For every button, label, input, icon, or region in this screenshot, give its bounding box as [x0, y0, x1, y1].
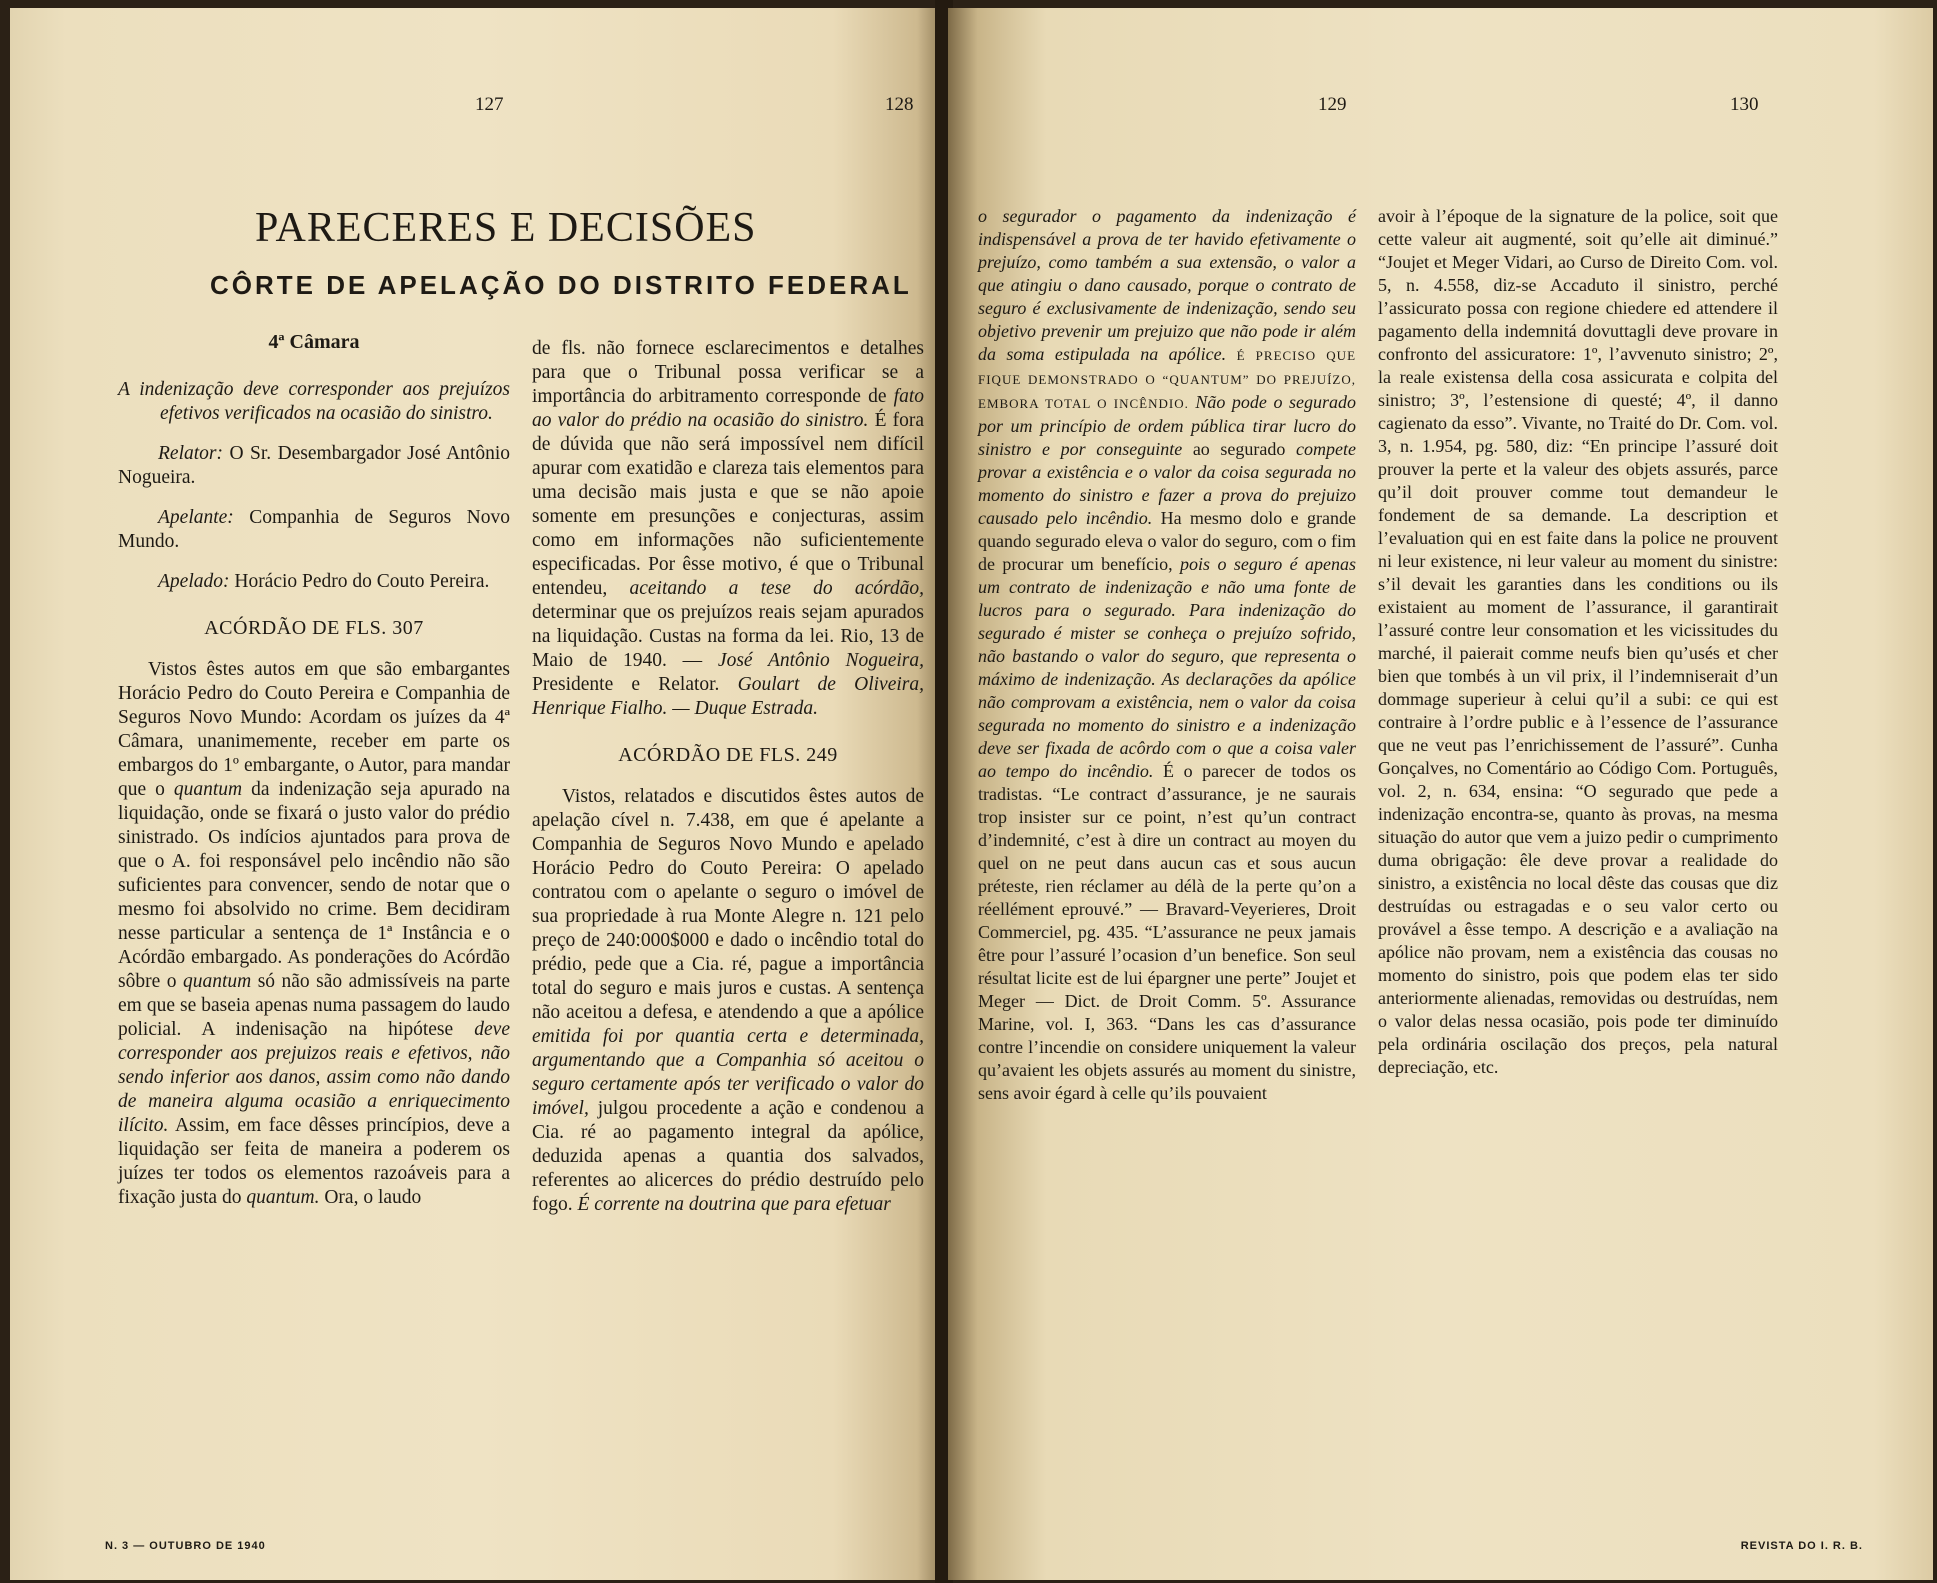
text-run: Assim, em face dêsses princípios, deve a liquidação ser feita de maneira a poderem os juízes ter todos os elementos razoáveis para a fixação justa do	[118, 1115, 510, 1208]
relator-line	[118, 442, 510, 490]
text-run: de fls. não fornece esclarecimentos e detalhes para que o Tribunal possa verificar se a importância do arbitramento corresponde de	[532, 338, 924, 407]
case-summary: A indenização deve corresponder aos prejuízos efetivos verificados na ocasião do sinistro.	[118, 379, 510, 424]
text-run: Vistos êstes autos em que são embargantes Horácio Pedro do Couto Pereira e Companhia de Seguros Novo Mundo: Acordam os juízes da 4ª Câmara, unanimemente, receber em parte os embargos do 1º embargante, o Autor, para mandar que o	[118, 659, 510, 800]
column-1	[118, 330, 510, 1210]
page-number-127: 127	[475, 94, 504, 115]
text-run: Não pode o segurado por um princípio de ordem pública tirar lucro do sinistro e por conseguinte	[978, 392, 1357, 459]
text-run: José Antônio Nogueira,	[717, 650, 924, 671]
left-page	[10, 8, 945, 1580]
acordao-249-text	[532, 785, 924, 1217]
text-run: aceitando a tese do acórdão,	[629, 578, 925, 599]
apelante-label: Apelante:	[158, 507, 234, 528]
text-run: quantum	[182, 971, 252, 992]
text-run: quantum.	[246, 1187, 320, 1208]
right-page	[948, 8, 1933, 1580]
acordao-249-heading: ACÓRDÃO DE FLS. 249	[618, 744, 838, 766]
text-run: emitida foi por quantia certa e determinada, argumentando que a Companhia só aceitou o seguro certamente após ter verificado o valor do imóvel,	[532, 1026, 924, 1119]
apelado-label: Apelado:	[158, 571, 230, 592]
relator-label: Relator:	[158, 443, 223, 464]
text-run: da indenização seja apurado na liquidação, onde se fixará o justo valor do prédio sinistrado. Os indícios ajuntados para prova de que o A. foi responsável pelo incêndio não são suficientes para convencer, sendo de notar que o mesmo foi absolvido no crime. Bem decidiram nesse particular a sentença de 1ª Instância e o Acórdão embargado. As ponderações do Acórdão sôbre o	[118, 779, 511, 992]
acordao-307-text	[118, 658, 510, 1210]
page-number-129: 129	[1318, 94, 1347, 115]
text-run: Ora, o laudo	[324, 1187, 422, 1208]
text-run: o segurador o pagamento da indenização é indispensável a prova de ter havido efetivamente o prejuízo, como também a sua extensão, o valor a que atingiu o dano causado, porque o contrato de seguro é exclusivamente de indenização, sendo seu objetivo prevenir um prejuizo que não pode ir além da soma estipulada na apólice.	[978, 206, 1356, 364]
text-run: deve corresponder aos prejuizos reais e efetivos, não sendo inferior aos danos, assim como não dando de maneira alguma ocasião a enriquecimento ilícito.	[118, 1019, 510, 1136]
footer-issue: N. 3 — OUTUBRO DE 1940	[105, 1540, 266, 1552]
chamber-heading: 4ª Câmara	[268, 331, 360, 353]
text-run: fato ao valor do prédio na ocasião do sinistro.	[532, 386, 924, 431]
doctrine-text	[978, 205, 1356, 1105]
apelado-value: Horácio Pedro do Couto Pereira.	[234, 571, 490, 592]
apelante-value: Companhia de Seguros Novo Mundo.	[118, 507, 510, 552]
text-run: É o parecer de todos os tradistas. “Le contract d’assurance, je ne saurais trop insister sur ce point, n’est qu’un contract d’indemnité, c’est à dire un contract au moyen du quel on ne peut dans aucun cas et sous aucun préteste, rien réclamer au délà de la perte qu’on a réellément eprouvé.” — Bravard-Veyerieres, Droit Commerciel, pg. 435. “L’assurance ne peux jamais être pour l’assuré l’ocasion d’un benefice. Son seul résultat licite est de lui épargner une perte” Joujet et Meger — Dict. de Droit Comm. 5º. Assurance Marine, vol. I, 363. “Dans les cas d’assurance contre l’incendie on considere uniquement la valeur qu’avaient les objets assurés au moment du sinistre, sens avoir égard à celle qu’ils pouvaient	[978, 761, 1356, 1103]
text-run: só não são admissíveis na parte em que se baseia apenas numa passagem do laudo policial. A indenisação na hipótese	[118, 971, 510, 1040]
text-run: compete provar a existência e o valor da coisa segurada no momento do sinistro e fazer a prova do prejuizo causado pelo incêndio.	[978, 439, 1356, 528]
column-3	[978, 205, 1356, 1105]
column-2	[532, 337, 924, 1217]
text-run: quantum	[173, 779, 243, 800]
text-run: Goulart de Oliveira, Henrique Fialho. — Duque Estrada.	[532, 674, 925, 719]
section-title: PARECERES E DECISÕES	[255, 205, 757, 251]
acordao-307-heading: ACÓRDÃO DE FLS. 307	[204, 617, 424, 639]
citations-text: avoir à l’époque de la signature de la police, soit que cette valeur ait augmenté, soit qu’elle ait diminué.” “Joujet et Meger Vidari, ao Curso de Direito Com. vol. 5, n. 4.558, diz-se Accaduto il sinistro, perché l’assicurato possa con regione chiedere ed attendere il pagamento della indemnitá dovuttagli deve provare in confronto del assicuratore: 1º, l’avvenuto sinistro; 2º, la reale existensa della cosa assicurata e colpita del sinistro; 3º, l’estensione di questé; 4º, il danno cagienato da esso”. Vivante, no Traité do Dr. Com. vol. 3, n. 1.954, pg. 580, diz: “En principe l’assuré doit prouver la perte et la valeur des objets assurés, parce qu’il doit prouver comme tout demandeur le fondement de sa demande. La description et l’evaluation qui en est faite dans la police ne prouvent ni leur existence, ni leur valeur au moment du sinistre: s’il devait les garanties dans les conditions ou ils existaient au moment de l’assurance, il garantirait l’assuré contre leur consomation et les vicissitudes du marché, il paierait comme neufs bien qu’usés et cher bien que tombés à un vil prix, il l’indemniserait d’un dommage superieur à celui qu’il a subi: ce qui est contraire à l’ordre public e à l’essence de l’assurance que ne veut pas l’enrichissement de l’assuré”. Cunha Gonçalves, no Comentário ao Código Com. Português, vol. 2, n. 634, ensina: “O segurado que pede a indenização encontra-se, quanto às provas, na mesma situação do autor que vem a juizo pedir o cumprimento duma obrigação: êle deve provar a realidade do sinistro, a existência no local dêste das cousas que diz destruídas ou estragadas e o seu valor certo ou provável a êsse tempo. A descrição e a avaliação na apólice não provam, nem a existência das cousas no momento do sinistro, pois que podem elas ter sido anteriormente alienadas, removidas ou destruídas, nem o valor delas nessa ocasião, pois pode ter diminuído pela ordinária oscilação dos preços, pela natural depreciação, etc.	[1378, 206, 1778, 1077]
footer-journal: REVISTA DO I. R. B.	[1740, 1540, 1863, 1552]
text-run: Presidente e Relator.	[532, 674, 720, 695]
text-run: É corrente na doutrina que para efetuar	[577, 1194, 891, 1215]
text-run: ao segurado	[1192, 439, 1286, 459]
column-4	[1378, 205, 1778, 1079]
text-run: É PRECISO QUE FIQUE DEMONSTRADO O “QUANTUM” DO PREJUÍZO, EMBORA TOTAL O INCÊNDIO.	[978, 348, 1357, 411]
apelado-line	[118, 570, 510, 594]
text-run: É fora de dúvida que não será impossível nem difícil apurar com exatidão e clareza tais elementos para uma decisão mais justa e que se não apoie somente em presunções e conjecturas, assim como em informações não suficientemente especificadas. Por êsse motivo, é que o Tribunal entendeu,	[532, 410, 925, 599]
text-run: Vistos, relatados e discutidos êstes autos de apelação cível n. 7.438, em que é apelante a Companhia de Seguros Novo Mundo e apelado Horácio Pedro do Couto Pereira: O apelado contratou com o apelante o seguro o imóvel de sua propriedade à rua Monte Alegre n. 121 pelo preço de 240:000$000 e dado o incêndio total do prédio, pede que a Cia. ré, pague a importância total do seguro e mais juros e custas. A sentença não aceitou a defesa, e atendendo a que a apólice	[532, 786, 924, 1023]
court-subtitle: CÔRTE DE APELAÇÃO DO DISTRITO FEDERAL	[210, 270, 912, 300]
text-run: determinar que os prejuízos reais sejam apurados na liquidação. Custas na forma da lei. Rio, 13 de Maio de 1940. —	[532, 602, 924, 671]
relator-value: O Sr. Desembargador José Antônio Nogueira.	[118, 443, 510, 488]
text-run: julgou procedente a ação e condenou a Cia. ré ao pagamento integral da apólice, deduzida apenas a quantia dos salvados, referentes ao alicerces do prédio destruído pelo fogo.	[532, 1098, 925, 1215]
page-number-128: 128	[885, 94, 914, 115]
page-number-130: 130	[1730, 94, 1759, 115]
text-run: pois o seguro é apenas um contrato de indenização e não uma fonte de lucros para o segurado. Para indenização do segurado é mister se conheça o prejuízo sofrido, não bastando o valor do seguro, que representa o máximo de indenização. As declarações da apólice não comprovam a existência, nem o valor da coisa segurada no momento do sinistro e a indenização deve ser fixada de acôrdo com o que a coisa valer ao tempo do incêndio.	[978, 554, 1356, 781]
apelante-line	[118, 506, 510, 554]
text-run: Ha mesmo dolo e grande quando segurado eleva o valor do seguro, com o fim de procurar um benefício,	[978, 508, 1356, 574]
acordao-307-continuation	[532, 337, 924, 721]
